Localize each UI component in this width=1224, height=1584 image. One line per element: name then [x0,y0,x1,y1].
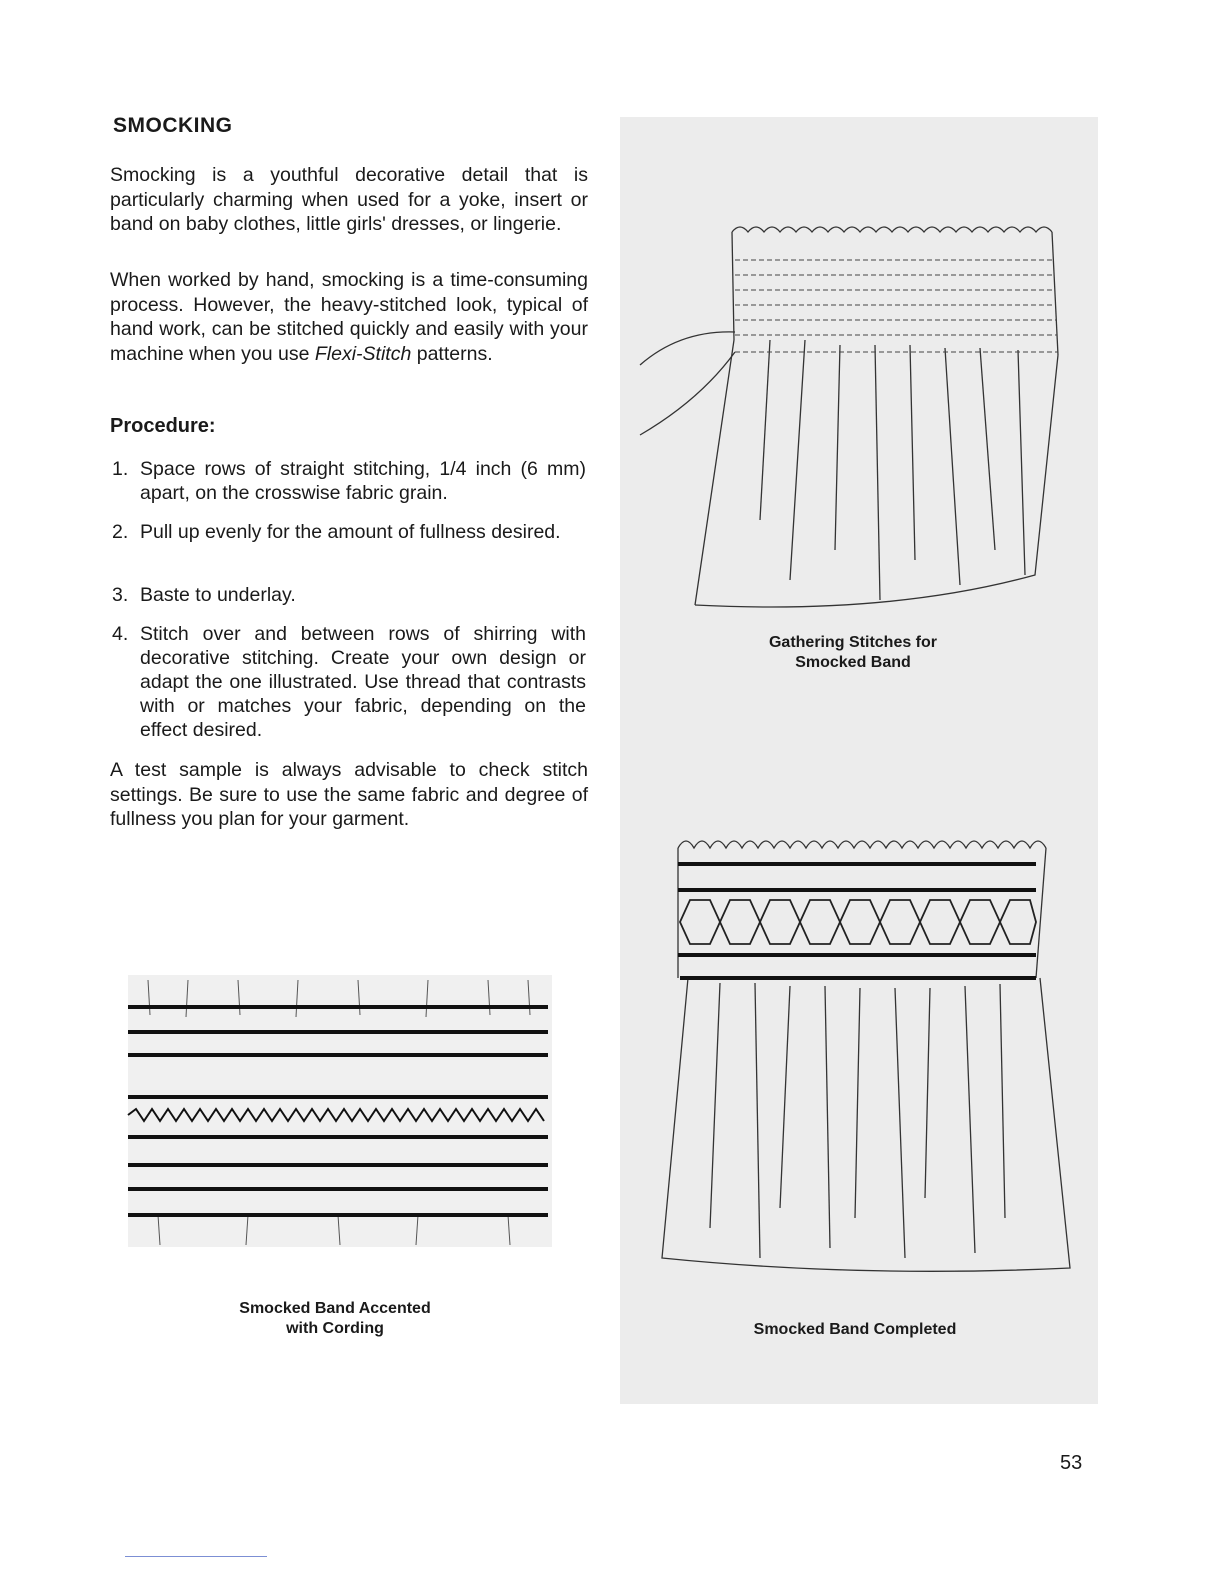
step-number: 1. [112,458,129,480]
flexi-stitch-emphasis: Flexi-Stitch [314,342,412,365]
caption-line: Smocked Band [795,654,911,671]
page-title: SMOCKING [113,114,233,137]
step-number: 3. [112,584,129,606]
hand-work-text-end: patterns. [411,342,493,365]
step-text: Stitch over and between rows of shirring with decorative stitching. Create your own design or adapt the one illustrated. Use thread that contrasts with or matches your fabric, depending on the effect desired. [140,623,586,741]
procedure-heading: Procedure: [110,415,216,437]
caption-line: with Cording [286,1320,384,1337]
gathering-stitches-illustration [640,220,1080,610]
step-item [110,622,586,742]
step-item [110,520,586,544]
hand-work-text: When worked by hand, smocking is a time-consuming process. However, the heavy-stitched look, typical of hand work, can be stitched quickly and easily with your machine when you use [110,269,588,365]
step-item [110,583,586,607]
step-text: Space rows of straight stitching, 1/4 inch (6 mm) apart, on the crosswise fabric grain. [140,458,586,504]
page-number: 53 [1060,1452,1083,1474]
step-number: 2. [112,521,129,543]
smocked-band-completed-illustration [650,828,1080,1288]
cording-caption [190,1299,480,1339]
caption-line: Smocked Band Accented [239,1300,431,1317]
caption-line: Gathering Stitches for [768,634,938,651]
gathering-caption [720,633,986,673]
test-note-paragraph: A test sample is always advisable to check stitch settings. Be sure to use the same fabric and degree of fullness you plan for your garment. [110,759,588,830]
hand-work-paragraph [110,268,588,366]
smocked-band-cording-illustration [128,975,556,1250]
intro-paragraph: Smocking is a youthful decorative detail that is particularly charming when used for a yoke, insert or band on baby clothes, little girls' dresses, or lingerie. [110,164,588,235]
step-text: Baste to underlay. [140,584,296,606]
step-number: 4. [112,623,129,645]
completed-caption: Smocked Band Completed [753,1321,957,1338]
step-text: Pull up evenly for the amount of fullness desired. [140,521,561,543]
footer-rule [125,1556,267,1557]
step-item [110,457,586,505]
